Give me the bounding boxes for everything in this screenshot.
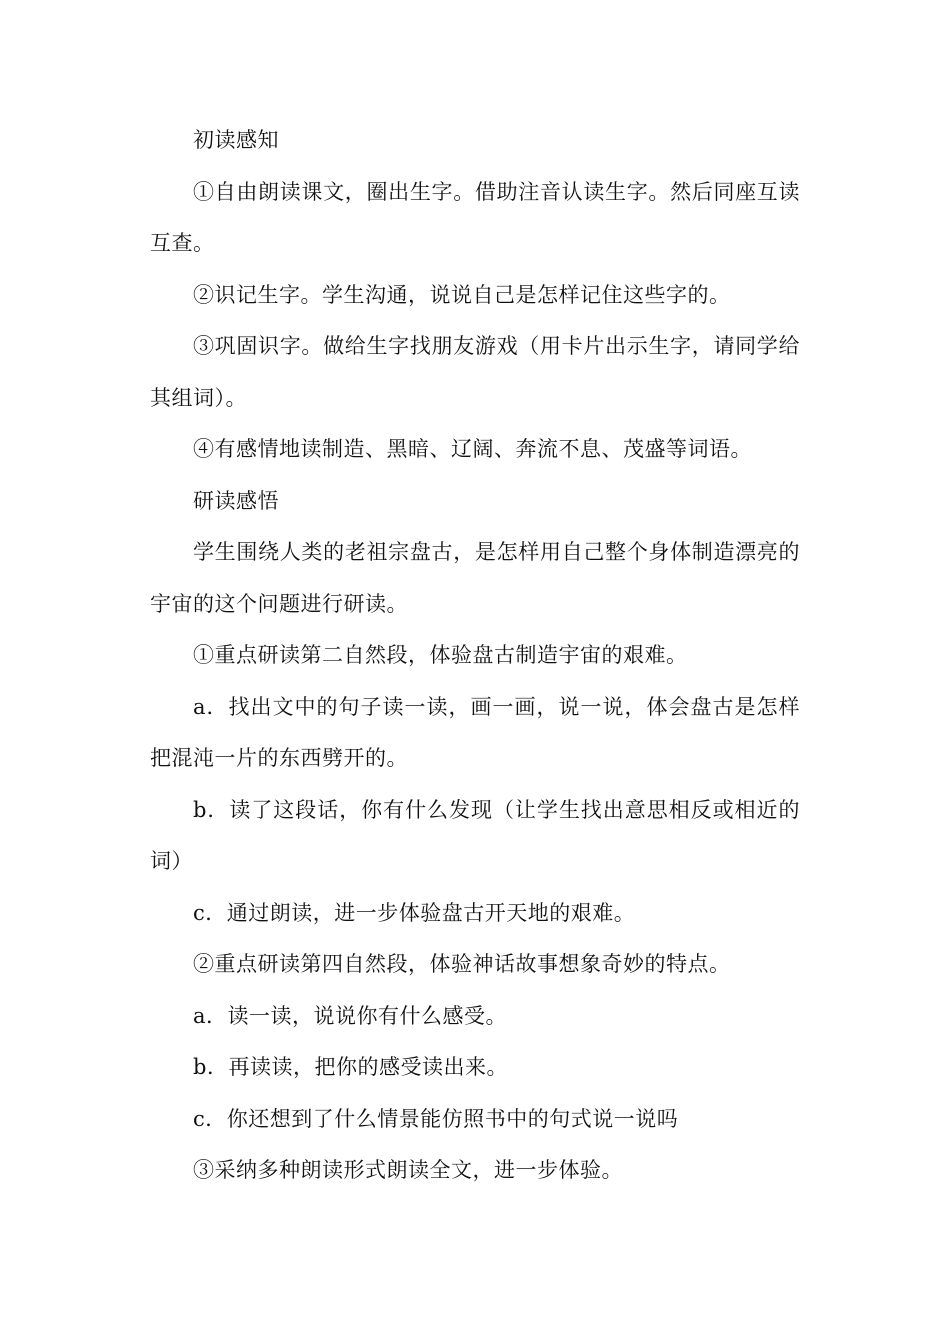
paragraph: ②识记生字。学生沟通，说说自己是怎样记住这些字的。: [193, 282, 731, 307]
paragraph: ①自由朗读课文，圈出生字。借助注音认读生字。然后同座互读互查。: [150, 179, 800, 255]
section-heading: 初读感知: [193, 128, 279, 152]
paragraph: a．读一读，说说你有什么感受。: [193, 1003, 508, 1028]
paragraph: a．找出文中的句子读一读，画一画，说一说，体会盘古是怎样把混沌一片的东西劈开的。: [150, 694, 800, 770]
paragraph: ①重点研读第二自然段，体验盘古制造宇宙的艰难。: [193, 643, 688, 667]
paragraph: 学生围绕人类的老祖宗盘古，是怎样用自己整个身体制造漂亮的宇宙的这个问题进行研读。: [150, 540, 800, 616]
paragraph: c．通过朗读，进一步体验盘古开天地的艰难。: [193, 900, 636, 925]
paragraph: b．再读读，把你的感受读出来。: [193, 1055, 508, 1079]
paragraph: ③采纳多种朗读形式朗读全文，进一步体验。: [193, 1158, 623, 1182]
section-heading: 研读感悟: [193, 488, 279, 513]
paragraph: ④有感情地读制造、黑暗、辽阔、奔流不息、茂盛等词语。: [193, 437, 752, 461]
paragraph: b．读了这段话，你有什么发现（让学生找出意思相反或相近的词）: [150, 797, 800, 873]
paragraph: c．你还想到了什么情景能仿照书中的句式说一说吗: [193, 1106, 679, 1131]
document-body: [150, 115, 800, 1197]
paragraph: ②重点研读第四自然段，体验神话故事想象奇妙的特点。: [193, 952, 731, 976]
paragraph: ③巩固识字。做给生字找朋友游戏（用卡片出示生字，请同学给其组词）。: [150, 334, 800, 410]
